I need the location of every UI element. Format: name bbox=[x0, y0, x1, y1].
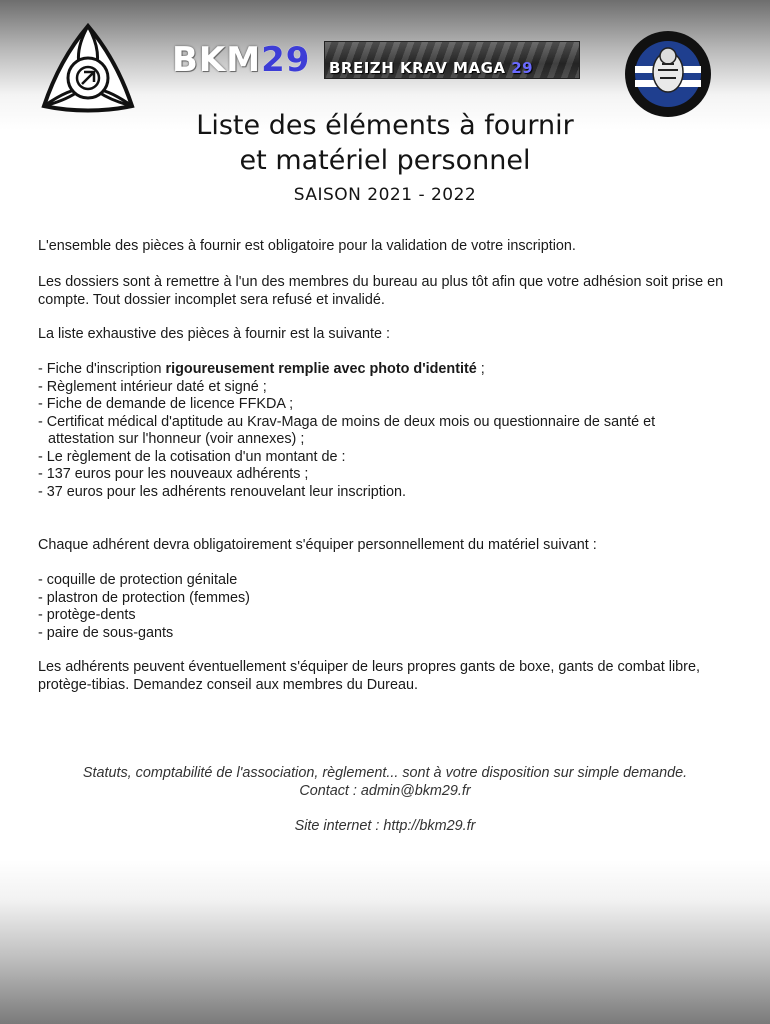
list-item: - Certificat médical d'aptitude au Krav-Maga de moins de deux mois ou questionnaire de santé et bbox=[38, 413, 656, 430]
equipment-item: - coquille de protection génitale bbox=[38, 572, 238, 588]
equipment-intro: Chaque adhérent devra obligatoirement s'équiper personnellement du matériel suivant : bbox=[38, 537, 597, 553]
list-item: - Règlement intérieur daté et signé ; bbox=[38, 378, 267, 395]
footer-contact: Contact : admin@bkm29.fr bbox=[299, 783, 471, 799]
page-title bbox=[0, 108, 770, 178]
equipment-item: - plastron de protection (femmes) bbox=[38, 589, 250, 606]
title-line-1: Liste des éléments à fournir bbox=[196, 110, 574, 141]
list-item bbox=[38, 361, 728, 379]
list-item-suffix: ; bbox=[476, 361, 485, 377]
documents-list bbox=[38, 361, 728, 501]
equipment-list bbox=[38, 572, 728, 642]
brand-banner bbox=[324, 41, 580, 79]
intro-paragraph-3: La liste exhaustive des pièces à fournir est la suivante : bbox=[38, 326, 390, 342]
brand-name: BKM bbox=[172, 40, 262, 80]
list-item: - Fiche de demande de licence FFKDA ; bbox=[38, 396, 294, 412]
banner-number: 29 bbox=[511, 59, 534, 77]
list-item-continuation: attestation sur l'honneur (voir annexes) ; bbox=[48, 431, 305, 447]
banner-title bbox=[329, 59, 533, 77]
list-item-emphasis: rigoureusement remplie avec photo d'identité bbox=[165, 361, 477, 377]
intro-paragraph-2: Les dossiers sont à remettre à l'un des membres du bureau au plus tôt afin que votre adhésion soit prise en compte. Tout dossier incomplet sera refusé et invalidé. bbox=[38, 274, 724, 308]
season-label: SAISON 2021 - 2022 bbox=[293, 185, 477, 205]
banner-text: BREIZH KRAV MAGA bbox=[329, 59, 506, 77]
intro-paragraph-1: L'ensemble des pièces à fournir est obligatoire pour la validation de votre inscription. bbox=[38, 238, 576, 254]
brand-number: 29 bbox=[261, 40, 311, 80]
tiger-fighter-round-logo bbox=[622, 30, 714, 118]
triquetra-emblem-logo bbox=[38, 22, 138, 114]
equipment-item: - paire de sous-gants bbox=[38, 624, 174, 641]
brand-wordmark bbox=[172, 40, 310, 80]
list-item-text: - Fiche d'inscription bbox=[38, 361, 166, 377]
footer-website: Site internet : http://bkm29.fr bbox=[294, 818, 476, 834]
footer-statutes: Statuts, comptabilité de l'association, règlement... sont à votre disposition sur simple demande. bbox=[82, 765, 688, 781]
title-line-2: et matériel personnel bbox=[239, 145, 531, 176]
list-item: - Le règlement de la cotisation d'un montant de : bbox=[38, 448, 346, 465]
equipment-note: Les adhérents peuvent éventuellement s'équiper de leurs propres gants de boxe, gants de combat libre, protège-tibias. Demandez conseil aux membres du Dureau. bbox=[38, 659, 700, 693]
equipment-item: - protège-dents bbox=[38, 607, 136, 623]
list-item: - 37 euros pour les adhérents renouvelant leur inscription. bbox=[38, 483, 406, 500]
list-item: - 137 euros pour les nouveaux adhérents ; bbox=[38, 466, 309, 482]
